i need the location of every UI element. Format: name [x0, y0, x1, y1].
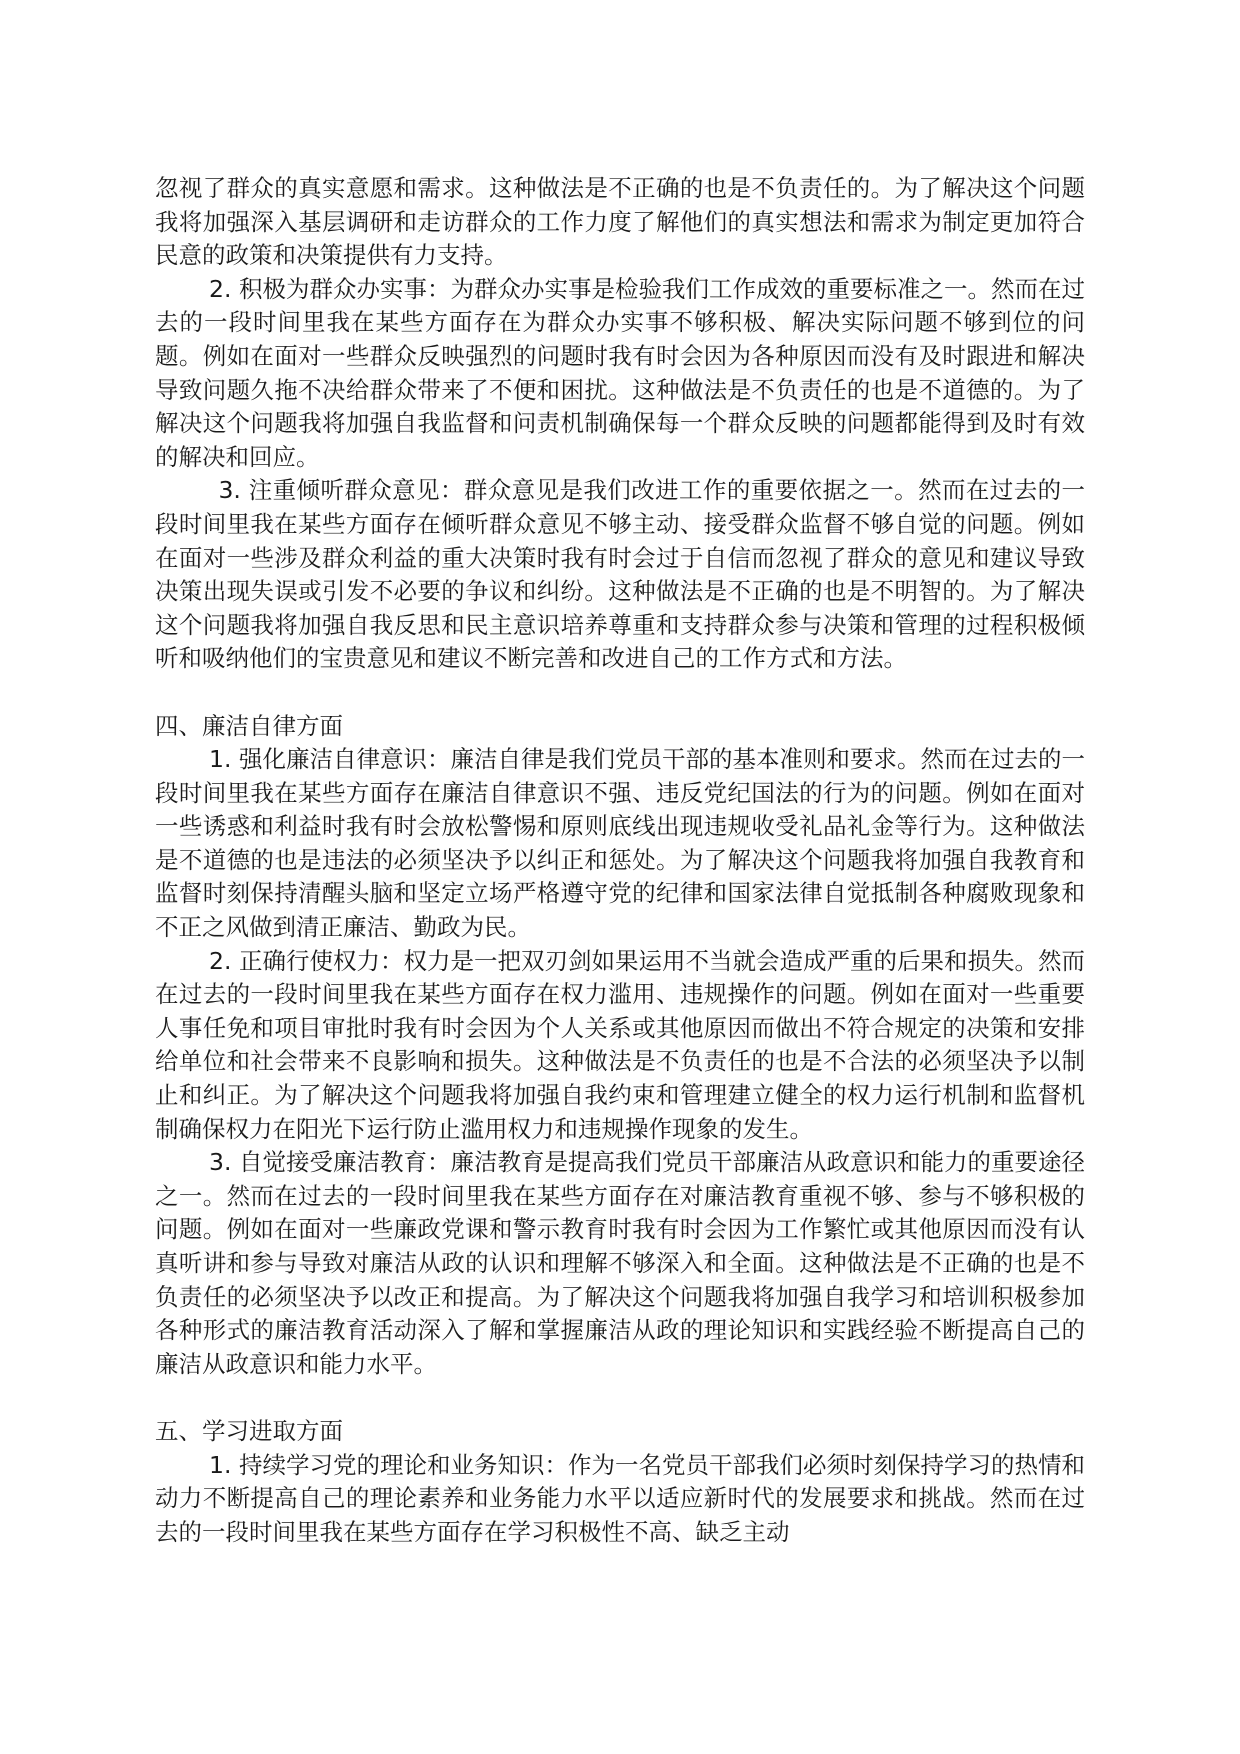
section-heading-learning: 五、学习进取方面 [155, 1416, 343, 1445]
paragraph-item-2-exercise-power: 2. 正确行使权力：权力是一把双刃剑如果运用不当就会造成严重的后果和损失。然而在过去的一段时间里我在某些方面存在权力滥用、违规操作的问题。例如在面对一些重要人事任免和项目审批时我有时会因为个人关系或其他原因而做出不符合规定的决策和安排给单位和社会带来不良影响和损失。这种做法是不负责任的也是不合法的必须坚决予以制止和纠正。为了解决这个问题我将加强自我约束和管理建立健全的权力运行机制和监督机制确保权力在阳光下运行防止滥用权力和违规操作现象的发生。 [155, 946, 1085, 1143]
paragraph-item-3-listen-opinions: 3. 注重倾听群众意见：群众意见是我们改进工作的重要依据之一。然而在过去的一段时间里我在某些方面存在倾听群众意见不够主动、接受群众监督不够自觉的问题。例如在面对一些涉及群众利益的重大决策时我有时会过于自信而忽视了群众的意见和建议导致决策出现失误或引发不必要的争议和纠纷。这种做法是不正确的也是不明智的。为了解决这个问题我将加强自我反思和民主意识培养尊重和支持群众参与决策和管理的过程积极倾听和吸纳他们的宝贵意见和建议不断完善和改进自己的工作方式和方法。 [155, 476, 1085, 673]
section-heading-integrity: 四、廉洁自律方面 [155, 711, 343, 740]
paragraph-item-2-serve-masses: 2. 积极为群众办实事：为群众办实事是检验我们工作成效的重要标准之一。然而在过去的一段时间里我在某些方面存在为群众办实事不够积极、解决实际问题不够到位的问题。例如在面对一些群众反映强烈的问题时我有时会因为各种原因而没有及时跟进和解决导致问题久拖不决给群众带来了不便和困扰。这种做法是不负责任的也是不道德的。为了解决这个问题我将加强自我监督和问责机制确保每一个群众反映的问题都能得到及时有效的解决和回应。 [155, 274, 1085, 471]
paragraph-item-1-integrity-awareness: 1. 强化廉洁自律意识：廉洁自律是我们党员干部的基本准则和要求。然而在过去的一段时间里我在某些方面存在廉洁自律意识不强、违反党纪国法的行为的问题。例如在面对一些诱惑和利益时我有时会放松警惕和原则底线出现违规收受礼品礼金等行为。这种做法是不道德的也是违法的必须坚决予以纠正和惩处。为了解决这个问题我将加强自我教育和监督时刻保持清醒头脑和坚定立场严格遵守党的纪律和国家法律自觉抵制各种腐败现象和不正之风做到清正廉洁、勤政为民。 [155, 745, 1085, 942]
document-body [155, 172, 1085, 1549]
paragraph-item-3-integrity-education: 3. 自觉接受廉洁教育：廉洁教育是提高我们党员干部廉洁从政意识和能力的重要途径之一。然而在过去的一段时间里我在某些方面存在对廉洁教育重视不够、参与不够积极的问题。例如在面对一些廉政党课和警示教育时我有时会因为工作繁忙或其他原因而没有认真听讲和参与导致对廉洁从政的认识和理解不够深入和全面。这种做法是不正确的也是不负责任的必须坚决予以改正和提高。为了解决这个问题我将加强自我学习和培训积极参加各种形式的廉洁教育活动深入了解和掌握廉洁从政的理论知识和实践经验不断提高自己的廉洁从政意识和能力水平。 [155, 1148, 1085, 1378]
section-gap [155, 676, 1085, 710]
paragraph-continuation: 忽视了群众的真实意愿和需求。这种做法是不正确的也是不负责任的。为了解决这个问题我将加强深入基层调研和走访群众的工作力度了解他们的真实想法和需求为制定更加符合民意的政策和决策提供有力支持。 [155, 174, 1085, 270]
paragraph-item-1-continuous-learning: 1. 持续学习党的理论和业务知识：作为一名党员干部我们必须时刻保持学习的热情和动力不断提高自己的理论素养和业务能力水平以适应新时代的发展要求和挑战。然而在过去的一段时间里我在某些方面存在学习积极性不高、缺乏主动 [155, 1450, 1085, 1546]
section-gap [155, 1381, 1085, 1415]
